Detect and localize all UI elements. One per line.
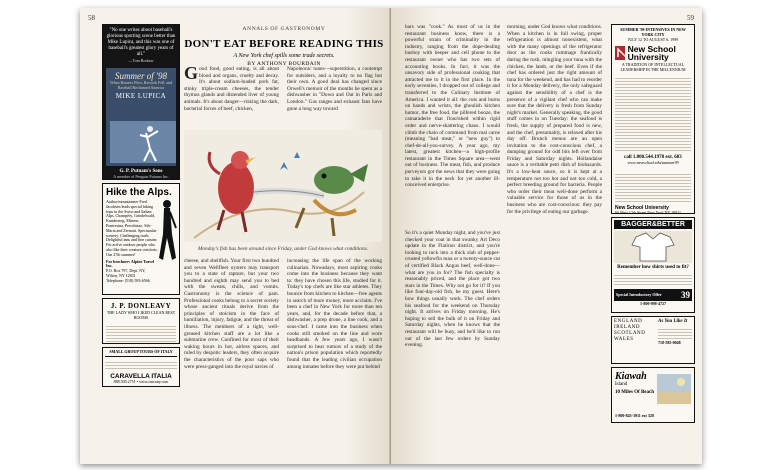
right-body-col1-text: bars was "cook." As most of us in the restaurant business know, there is a powerful strain of criminality in the industry, ranging from the dope-dealing busboy with beeper and cell phone to the restaurant owner who has two sets of accounting books. In fact, it was the unsavory side of professional cooking that attracted me to it in the first place. In the early seventies, I dropped out of college and transferred to the Culinary Institute of America. I wanted it all: the cuts and burns on hands and wrists, the ghoulish kitchen humor, the free food, the pilfered booze, the camaraderie that flourished within rigid order and nerve-shattering chaos. I would climb the chain of command from mal carne (meaning "bad meat," or "new guy") to chef-de-all-you-survey. A year ago, my latest, greatest kitchen—a high-profile restaurant in the Times Square area—went out of business. The meat, fish, and produce purveyors got the news that they were going to take it in the neck for yet another ill-conceived enterprise.	[405, 24, 500, 189]
bagger-title: BAGGER&BETTER	[614, 220, 692, 229]
fish-fight-illustration	[184, 130, 382, 242]
caravella-ad[interactable]	[102, 347, 180, 387]
kiawah-phone: 1-800-845-3911 ext 328	[615, 413, 654, 419]
right-body-col1-lower-text: So it's a quiet Monday night, and you've just checked your coat in that swanky Art Deco update in the Flatiron district, and you're looking to tuck into a thick slab of pepper-crusted yellowfin tuna or a twenty-ounce cut of certified Black Angus beef, well-done—what are you in for? The fish specialty is reasonably priced, and the place got two stars in the Times. Why not go for it? If you like four-day-old fish, be my guest. Here's how things usually work. The chef orders his seafood for the weekend on Thursday night. It arrives on Friday morning. He's hoping to sell the bulk of it on Friday and Saturday nights, when he knows that the restaurant will be busy, and he'd like to run out of the last few orders by Sunday evening.	[405, 230, 500, 349]
uk-country-3: WALES	[614, 337, 634, 342]
uk-country-1: IRELAND	[614, 325, 641, 330]
donleavy-sub: THE LADY WHO LIKED CLEAN REST ROOMS	[106, 310, 176, 320]
caravella-phone: 888.500.2751 • www.tuscany.com	[113, 378, 169, 384]
article-header	[184, 26, 384, 67]
nsu-course-list	[615, 76, 691, 152]
drop-cap: G	[184, 66, 199, 83]
nsu-header: SUMMER '99 INTENSIVES IN NEW YORK CITY	[620, 27, 686, 37]
donleavy-name: J. P. DONLEAVY	[110, 302, 172, 310]
right-body-col2-text: morning, under God knows what conditions. When a kitchen is in full swing, proper refrigeration is almost nonexistent, what with the many openings of the refrigerator door as the cooks rummage frantically during the rush, mingling your tuna with the chicken, the lamb, or the beef. Even if the chef has ordered just the right amount of tuna for the weekend, and has had to reorder it for a Monday delivery, the only safeguard against the sensibility of a chef is the presence of a vigilant chef who can make sure that the delivery is fresh from Sunday night's market. Generally speaking, the good stuff comes in on Tuesday: the seafood is fresh, the supply of prepared food is new, and the chef, presumably, is relaxed after his day off. Brunch menus are an open invitation to the cost-conscious chef, a dumping ground for odd bits left over from Friday and Saturday nights. Hollandaise sauce is a veritable petri dish of biohazards. It's a low-heat sauce, so it is kept at a temperature not too hot and not too cold, a perfect breeding ground for bacteria. People who order their meat well-done perform a valuable service for those of us in the business who are cost-conscious: they pay for the privilege of eating our garbage.	[507, 24, 602, 215]
nsu-tagline: A TRADITION OF INTELLECTUAL LEADERSHIP IN THE MILLENNIUM	[620, 62, 686, 73]
bagger-better-ad[interactable]	[611, 217, 695, 313]
body-col1-text: ood food, good eating, is all about blood and organs, cruelty and decay. It's about sodium-loaded pork fat, stinky triple-cream cheeses, the tender thymus glands and distended liver of young animals. It's about danger—risking the dark, bacterial forces of beef, chicken,	[184, 66, 279, 112]
right-body-column-1-lower	[405, 230, 500, 454]
uk-country-list	[614, 319, 658, 361]
book-quote: "No one writes about baseball's glorious sporting scene better than Mike Lupica, and this was one of baseball's greatest glory years of all."	[106, 28, 176, 57]
kiawah-sub: Island	[615, 382, 628, 387]
book-quote-attr: —Tom Brokaw	[128, 58, 154, 63]
bagger-price: 39	[681, 290, 690, 300]
page-number-left: 58	[88, 14, 95, 22]
bagger-text-block	[614, 273, 692, 287]
body-column-4	[287, 258, 382, 454]
uk-country-0: ENGLAND	[614, 319, 643, 324]
book-cover	[106, 68, 176, 166]
book-publisher-note: A member of Penguin Putnam Inc.	[113, 173, 169, 179]
caravella-text-block	[105, 360, 177, 370]
alps-phone: Telephone: (518) 583-6566	[106, 277, 150, 283]
alps-title: Hike the Alps.	[106, 187, 172, 198]
beach-photo	[657, 374, 691, 404]
left-page	[80, 8, 391, 464]
baseball-player-image	[110, 121, 176, 163]
nsu-address: 66 West 12th Street New York NY 10011	[615, 209, 681, 214]
nsu-logo-row	[615, 45, 691, 61]
bagger-offer: Special Introductory Offer	[616, 291, 662, 297]
book-subtitle: When Homers Flew, Records Fell, and Baseball Reclaimed America	[109, 79, 173, 90]
nsu-phone: call 1.800.544.1978 ext. 683	[624, 154, 682, 160]
alps-ad[interactable]	[102, 183, 180, 295]
nsu-footer: New School University	[615, 204, 669, 211]
body-column-3	[184, 258, 279, 454]
donleavy-ad[interactable]	[102, 298, 180, 344]
nsu-name: New School University	[627, 44, 676, 63]
body-column-2	[287, 66, 382, 128]
nsu-web: www.newschool.edu/summer99	[627, 159, 679, 165]
caravella-name: CARAVELLA ITALIA	[110, 372, 172, 380]
kiawah-name: Kiawah	[615, 371, 647, 382]
section-label: ANNALS OF GASTRONOMY	[242, 26, 326, 32]
kiawah-tagline: 10 Miles Of Beach	[615, 390, 655, 395]
new-school-ad[interactable]	[611, 24, 695, 214]
page-number-right: 59	[687, 14, 694, 22]
alps-address: P.O. Box 797, Dept. NY, Wilton, NY 12831	[106, 268, 146, 278]
right-body-column-2	[507, 24, 602, 454]
uk-cta: As You Like It	[658, 319, 688, 324]
body-col2-text: Napoleonic tunes—superstition, a contempt for outsiders, and a loyalty to no flag but their own. A good deal has changed since Orwell's memoir of the months he spent as a dishwasher in "Down and Out in Paris and London." Gas ranges and exhaust fans have gone a long way toward	[287, 66, 382, 112]
uk-phone: 718-585-0048	[658, 340, 681, 345]
nsu-dates: JULY 12 TO AUGUST 6, 1999	[627, 36, 679, 42]
bagger-headline: Remember how shirts used to fit?	[617, 265, 689, 270]
donleavy-text-block	[106, 324, 176, 344]
left-ad-column	[102, 24, 180, 390]
uk-cta-block	[658, 319, 692, 361]
alps-cta: For brochure: Alpine Travel Inc.	[106, 258, 155, 269]
book-author: MIKE LUPICA	[115, 92, 167, 101]
body-lower-1-text: cheese, and shellfish. Your first two hundred and seven Wellfleet oysters may transport you to a state of rapture, but your two hundred and eighth may send you to bed with the sweats, chills, and vomits. Gastronomy is the science of pain. Professional cooks belong to a secret society whose ancient rituals derive from the principles of stoicism in the face of humiliation, injury, fatigue, and the threat of illness. The members of a tight, well-greased kitchen staff are a lot like a submarine crew. Confined for most of their waking hours in hot, airless spaces, and ruled by despotic leaders, they often acquire the characteristics of the poor saps who were press-ganged into the royal navies of	[184, 258, 279, 370]
article-byline: BY ANTHONY BOURDAIN	[247, 61, 321, 67]
uk-travel-ad[interactable]	[611, 316, 695, 364]
body-column-1	[184, 66, 279, 128]
book-publisher: G. P. Putnam's Sons	[119, 168, 163, 174]
book-title: Summer of '98	[115, 70, 167, 81]
new-school-logo-icon	[615, 46, 625, 60]
right-ad-column	[611, 24, 695, 426]
bagger-phone: 1-800-998-4727	[640, 301, 666, 306]
article-subtitle: A New York chef spills some trade secrets.	[233, 53, 335, 59]
shirt-image	[614, 231, 692, 263]
magazine-spread	[80, 8, 702, 464]
article-illustration	[184, 130, 382, 242]
hiker-silhouette-image	[156, 198, 178, 278]
kiawah-ad[interactable]	[611, 367, 695, 423]
body-lower-2-text: increasing the life span of the working culinarian. Nowadays, most aspiring cooks come into the business because they want to: they have chosen this life, studied for it. Today's top chefs are like star athletes. They bounce from kitchen to kitchen—free agents in search of more money, more acclaim. I've been a chef in New York for more than ten years, and, for the decade before that, a dishwasher, a prep drone, a line cook, and a sous-chef. I came into the business when cooks still smoked on the line and wore headbands. A few years ago, I wasn't surprised to hear rumors of a study of the nation's prison population which reportedly found that the leading civilian occupation among inmates before they were put behind	[287, 258, 382, 370]
alps-body: Author/mountaineer Fred Jacobsen leads special hiking trips in the Swiss and Italian Alps. Champéry, Grindelwald, Kandersteg, Mürren, Pontresina, Preschiazo, Sils-Maria and Zermatt. Spectacular scenery. Challenging trails. Delightful inns and fine cuisine. For active outdoor people who also like their creature comforts. Our 27th summer!	[106, 199, 158, 257]
nsu-details-block	[615, 172, 691, 202]
bagger-offer-bar	[614, 289, 692, 301]
uk-country-2: SCOTLAND	[614, 331, 646, 336]
uk-text-block	[658, 327, 692, 341]
caravella-label: SMALL GROUP TOURS OF ITALY	[105, 350, 177, 357]
article-title: DON'T EAT BEFORE READING THIS	[184, 38, 384, 50]
right-body-column-1	[405, 24, 500, 224]
right-page	[391, 8, 702, 464]
book-ad[interactable]	[102, 24, 180, 180]
illustration-caption: Monday's fish has been around since Friday, under God knows what conditions.	[198, 246, 368, 252]
